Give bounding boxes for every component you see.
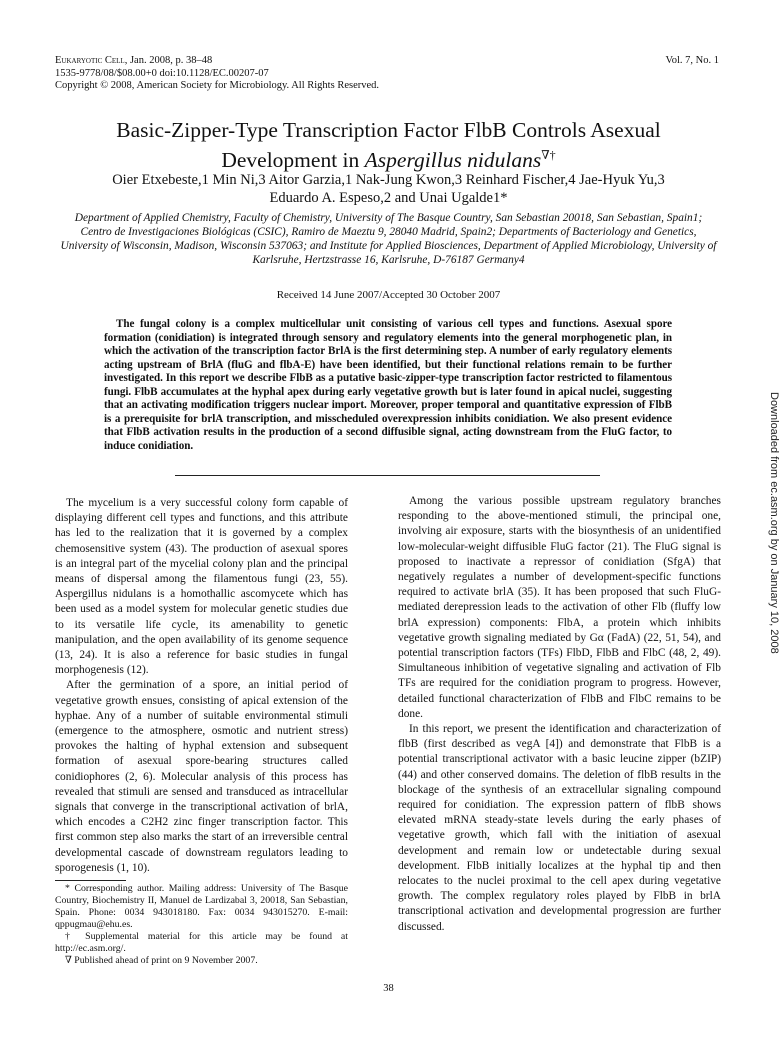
volume-label: Vol. 7, No. 1 (665, 55, 719, 66)
title-marks: ∇† (541, 148, 556, 162)
journal-citation (55, 55, 475, 68)
footnotes (55, 883, 348, 967)
body-column-left (55, 496, 348, 876)
author-list (40, 171, 737, 207)
species-name: Aspergillus nidulans (364, 148, 542, 173)
footnote-published: ∇ Published ahead of print on 9 November 2007. (65, 955, 258, 966)
copyright-notice: Copyright © 2008, American Society for Microbiology. All Rights Reserved. (55, 80, 380, 91)
footnote-divider (55, 880, 126, 881)
issue-date: , Jan. 2008, p. 38–48 (124, 55, 213, 66)
author-line-2: Eduardo A. Espeso,2 and Unai Ugalde1* (269, 190, 508, 206)
affiliations: Department of Applied Chemistry, Faculty of Chemistry, University of The Basque Country, San Sebastian 20018, San Sebastian, Spain1; Centro de Investigaciones Biológicas (CSIC), Ramiro de Maeztu 9, 28040 Madrid, Spain2; Departments of Bacteriology and Genetics, University of Wisconsin, Madison, Wisconsin 537063; and Institute for Applied Biosciences, Department of Applied Microbiology, University of Karlsruhe, Hertzstrasse 16, Karlsruhe, D-76187 Germany4 (60, 212, 717, 266)
abstract-divider (175, 475, 600, 476)
journal-header (55, 55, 475, 93)
paragraph: Among the various possible upstream regulatory branches responding to the above-mentioned stimuli, the principal one, involving air exposure, starts with the biosynthesis of an unidentified low-molecular-weight diffusible FluG factor (21). The FluG signal is proposed to inactivate a repressor of conidiation (SfgA) that negatively regulates a number of development-specific functions required to activate brlA (35). It has been proposed that such FluG-mediated derepression leads to the activation of other Flb (fluffy low brlA expression) components: FlbA, a protein which inhibits vegetative growth signaling mediated by Gα (FadA) (22, 51, 54), and potential transcription factors (TFs) FlbD, FlbB and FlbC (48, 2, 49). Simultaneous inhibition of vegetative signaling and activation of Flb TFs are required for the conidiation program to progress. However, detailed functional characterization of FlbB and FlbC remains to be done. (398, 495, 721, 720)
body-column-right (398, 494, 721, 935)
title-line-1: Basic-Zipper-Type Transcription Factor FlbB Controls Asexual (116, 118, 661, 142)
footnote-supplemental: † Supplemental material for this article may be found at http://ec.asm.org/. (55, 931, 348, 954)
article-title (40, 118, 737, 173)
download-stamp: Downloaded from ec.asm.org by on January 10, 2008 (768, 392, 780, 654)
paragraph: The mycelium is a very successful colony form capable of displaying different cell types and functions, and this attribute has led to the realization that it is governed by a complex chemosensitive system (43). The production of asexual spores is an integral part of the mycelial colony plan and the principal means of dispersal among the filamentous fungi (23, 55). Aspergillus nidulans is a homothallic ascomycete which has been used as a model system for molecular genetic studies due to its versatile life cycle, its amenability to genetic manipulation, and the open availability of its genome sequence (13, 24). It is also a reference for basic studies in fungal morphogenesis (12). (55, 497, 348, 677)
title-line-2 (40, 143, 737, 173)
footnote-corresponding: * Corresponding author. Mailing address: University of The Basque Country, Biochemistry II, Manuel de Lardizabal 3, 20018, San Sebastian, Spain. Phone: 0034 943018180. Fax: 0034 943015270. E-mail: qppugmau@ehu.es. (55, 883, 348, 930)
journal-name: Eukaryotic Cell (55, 55, 125, 66)
abstract: The fungal colony is a complex multicellular unit consisting of various cell types and functions. Asexual spore formation (conidiation) is integrated through sensory and regulatory elements into the general morphogenetic plan, in which the activation of the transcription factor BrlA is the first determining step. A number of early regulatory elements acting upstream of BrlA (fluG and flbA-E) have been identified, but their functional relations remain to be further investigated. In this report we describe FlbB as a putative basic-zipper-type transcription factor restricted to filamentous fungi. FlbB accumulates at the hyphal apex during early vegetative growth but is later found in apical nuclei, suggesting that an activating modification triggers nuclear import. Moreover, proper temporal and quantitative expression of FlbB is a prerequisite for brlA transcription, and misscheduled overexpression inhibits conidiation. We also present evidence that FlbB activation results in the production of a second diffusible signal, acting downstream from the FluG factor, to induce conidiation. (104, 318, 672, 452)
author-line-1: Oier Etxebeste,1 Min Ni,3 Aitor Garzia,1 Nak-Jung Kwon,3 Reinhard Fischer,4 Jae-Hyuk Yu,3 (112, 172, 665, 188)
received-dates: Received 14 June 2007/Accepted 30 October 2007 (276, 289, 501, 301)
paragraph: In this report, we present the identification and characterization of flbB (first described as vegA [4]) and demonstrate that FlbB is a potential transcriptional activator with a basic leucine zipper (bZIP) (44) and other conserved domains. The deletion of flbB results in the blockage of the synthesis of an extracellular signaling compound required for conidiation. The expression pattern of flbB shows elevated mRNA steady-state levels during the early phases of vegetative growth, which fall with the initiation of asexual development and remain low or undetectable during sexual development. FlbB initially localizes at the hyphal tip and then relocates to the nuclei proximal to the cell apex during vegetative growth. The complex regulatory roles played by FlbB in brlA transcriptional activation and developmental progression are further discussed. (398, 723, 721, 933)
page-number: 38 (383, 983, 394, 994)
issn-doi: 1535-9778/08/$08.00+0 doi:10.1128/EC.00207-07 (55, 67, 269, 79)
title-text: Development in (221, 148, 365, 173)
paragraph: After the germination of a spore, an initial period of vegetative growth ensues, consisting of apical extension of the hyphae. Any of a number of suitable environmental stimuli (emergence to the atmosphere, osmotic and nutrient stress) provokes the halting of hyphal extension and subsequent formation of asexual spore-bearing structures called conidiophores (2, 6). Molecular analysis of this process has revealed that stimuli are sensed and transduced as intracellular signals that converge in the transcriptional activation of brlA, which encodes a C2H2 zinc finger transcription factor. This first common step also marks the start of an irreversible central developmental cascade of downstream regulators leading to sporogenesis (1, 10). (55, 679, 348, 874)
